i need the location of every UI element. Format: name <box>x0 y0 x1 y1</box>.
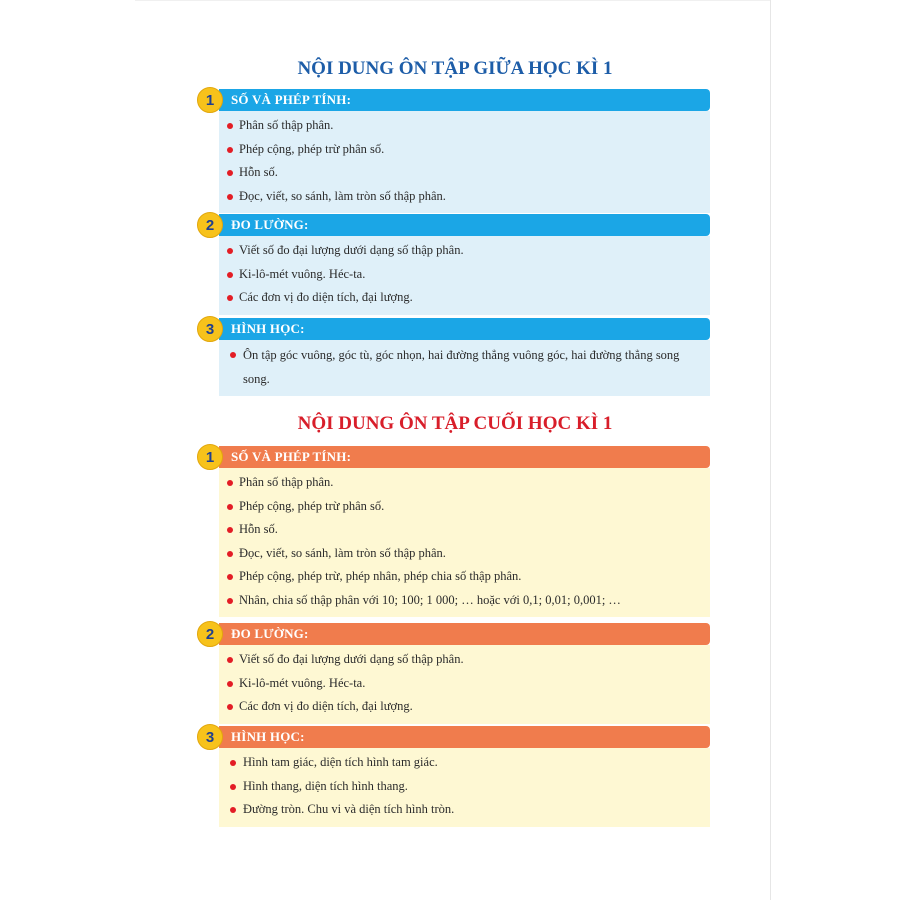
item-text: Phép cộng, phép trừ, phép nhân, phép chia số thập phân. <box>239 569 522 583</box>
list-item <box>219 114 710 138</box>
section-body <box>219 468 710 617</box>
bullet-icon <box>227 194 233 200</box>
list-item <box>219 343 702 391</box>
section-header <box>197 446 710 468</box>
section-header <box>197 623 710 645</box>
section-header <box>197 214 710 236</box>
bullet-icon <box>227 504 233 510</box>
item-text: Hỗn số. <box>239 522 278 536</box>
item-text: Nhân, chia số thập phân với 10; 100; 1 000; … hoặc với 0,1; 0,01; 0,001; … <box>239 592 621 607</box>
item-text: Phân số thập phân. <box>239 118 334 132</box>
bullet-icon <box>227 480 233 486</box>
item-text: Ki-lô-mét vuông. Héc-ta. <box>239 675 366 690</box>
bullet-icon <box>227 527 233 533</box>
bullet-icon <box>230 760 236 766</box>
topic-list <box>219 239 710 310</box>
item-text: Phân số thập phân. <box>239 475 334 489</box>
bullet-icon <box>227 574 233 580</box>
section-body <box>219 645 710 724</box>
list-item <box>219 495 710 519</box>
final-section-geometry <box>197 726 710 827</box>
page-top-border <box>135 0 770 1</box>
item-text: Đọc, viết, so sánh, làm tròn số thập phân. <box>239 188 446 203</box>
list-item <box>219 751 710 775</box>
bullet-icon <box>227 551 233 557</box>
bullet-icon <box>227 598 233 604</box>
section-body <box>219 111 710 213</box>
section-body <box>219 748 710 827</box>
section-heading: HÌNH HỌC: <box>231 729 305 744</box>
bullet-icon <box>227 272 233 278</box>
section-body <box>219 236 710 315</box>
section-number-badge: 2 <box>197 212 223 238</box>
midterm-section-geometry <box>197 318 710 396</box>
final-section-measurement <box>197 623 710 724</box>
topic-list <box>219 114 710 208</box>
bullet-icon <box>227 657 233 663</box>
bullet-icon <box>227 681 233 687</box>
item-text: Hỗn số. <box>239 165 278 179</box>
list-item <box>219 263 710 287</box>
section-header <box>197 726 710 748</box>
section-header <box>197 318 710 340</box>
bullet-icon <box>227 170 233 176</box>
item-text: Phép cộng, phép trừ phân số. <box>239 141 385 156</box>
section-body <box>219 340 710 396</box>
item-text: Hình tam giác, diện tích hình tam giác. <box>243 755 438 769</box>
section-number-badge: 3 <box>197 316 223 342</box>
list-item <box>219 589 710 613</box>
list-item <box>219 138 710 162</box>
list-item <box>219 161 710 185</box>
list-item <box>219 471 710 495</box>
topic-list <box>219 648 710 719</box>
list-item <box>219 695 710 719</box>
list-item <box>219 648 710 672</box>
section-number-badge: 3 <box>197 724 223 750</box>
list-item <box>219 239 710 263</box>
bullet-icon <box>230 352 236 358</box>
final-section-numbers-operations <box>197 446 710 617</box>
page-edge-line <box>770 0 771 900</box>
section-heading: HÌNH HỌC: <box>231 321 305 336</box>
list-item <box>219 518 710 542</box>
bullet-icon <box>227 147 233 153</box>
bullet-icon <box>230 784 236 790</box>
topic-list <box>219 343 702 391</box>
section-number-badge: 1 <box>197 444 223 470</box>
list-item <box>219 286 710 310</box>
bullet-icon <box>227 295 233 301</box>
section-heading: ĐO LƯỜNG: <box>231 626 309 641</box>
section-number-badge: 1 <box>197 87 223 113</box>
item-text: Ôn tập góc vuông, góc tù, góc nhọn, hai đường thẳng vuông góc, hai đường thẳng song song. <box>243 348 680 386</box>
list-item <box>219 672 710 696</box>
item-text: Hình thang, diện tích hình thang. <box>243 778 408 793</box>
midterm-review-title: NỘI DUNG ÔN TẬP GIỮA HỌC KÌ 1 <box>297 58 613 79</box>
section-header <box>197 89 710 111</box>
list-item <box>219 565 710 589</box>
bullet-icon <box>227 123 233 129</box>
item-text: Viết số đo đại lượng dưới dạng số thập phân. <box>239 652 464 666</box>
list-item <box>219 798 710 822</box>
item-text: Các đơn vị đo diện tích, đại lượng. <box>239 290 413 304</box>
item-text: Đường tròn. Chu vi và diện tích hình tròn. <box>243 802 455 816</box>
item-text: Đọc, viết, so sánh, làm tròn số thập phân. <box>239 545 446 560</box>
midterm-section-numbers-operations <box>197 89 710 213</box>
section-heading: SỐ VÀ PHÉP TÍNH: <box>231 449 352 464</box>
item-text: Các đơn vị đo diện tích, đại lượng. <box>239 699 413 713</box>
item-text: Phép cộng, phép trừ phân số. <box>239 498 385 513</box>
topic-list <box>219 471 710 612</box>
topic-list <box>219 751 710 822</box>
final-review-title: NỘI DUNG ÔN TẬP CUỐI HỌC KÌ 1 <box>297 413 613 434</box>
list-item <box>219 775 710 799</box>
section-heading: SỐ VÀ PHÉP TÍNH: <box>231 92 352 107</box>
item-text: Viết số đo đại lượng dưới dạng số thập phân. <box>239 243 464 257</box>
list-item <box>219 185 710 209</box>
bullet-icon <box>230 807 236 813</box>
section-number-badge: 2 <box>197 621 223 647</box>
midterm-section-measurement <box>197 214 710 315</box>
bullet-icon <box>227 248 233 254</box>
section-heading: ĐO LƯỜNG: <box>231 217 309 232</box>
list-item <box>219 542 710 566</box>
bullet-icon <box>227 704 233 710</box>
item-text: Ki-lô-mét vuông. Héc-ta. <box>239 266 366 281</box>
